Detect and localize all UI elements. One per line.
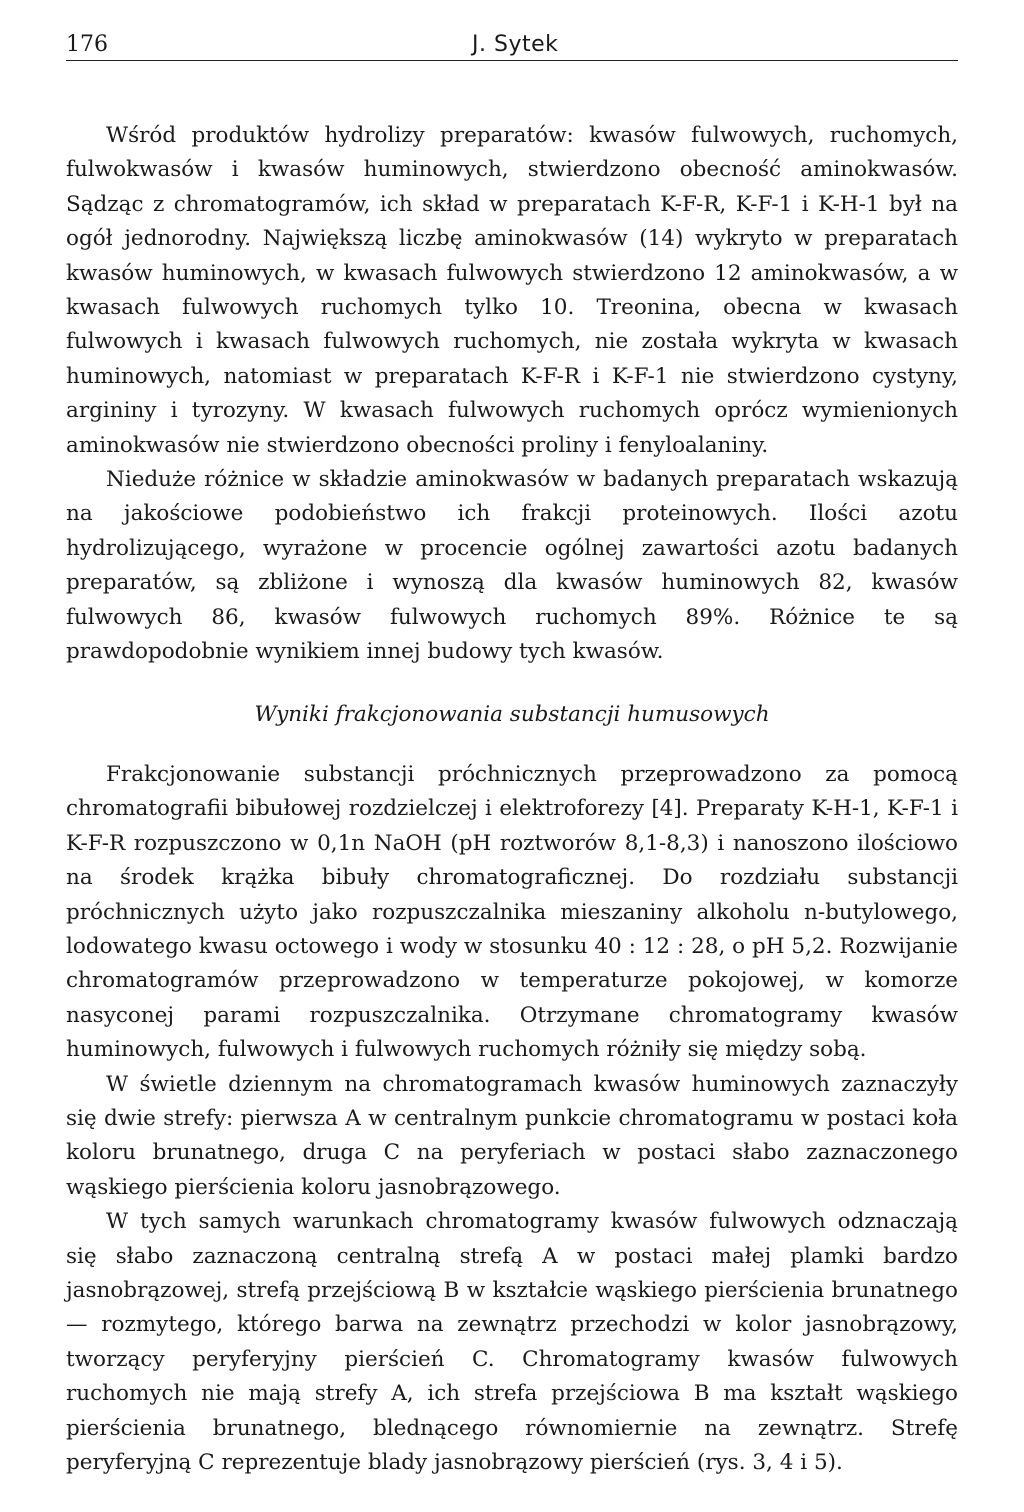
journal-page	[66, 30, 958, 1480]
paragraph: W świetle dziennym na chromatogramach kwasów huminowych zaznaczyły się dwie strefy: pierwsza A w centralnym punkcie chromatogramu w postaci koła koloru brunatnego, druga C na peryferiach w postaci słabo zaznaczonego wąskiego pierścienia koloru jasnobrązowego.	[66, 1071, 958, 1200]
article-body	[66, 119, 958, 1480]
paragraph: Frakcjonowanie substancji próchnicznych przeprowadzono za pomocą chromatografii bibułowej rozdzielczej i elektroforezy [4]. Preparaty K-H-1, K-F-1 i K-F-R rozpuszczono w 0,1n NaOH (pH roztworów 8,1-8,3) i nanoszono ilościowo na środek krążka bibuły chromatograficznej. Do rozdziału substancji próchnicznych użyto jako rozpuszczalnika mieszaniny alkoholu n-butylowego, lodowatego kwasu octowego i wody w stosunku 40 : 12 : 28, o pH 5,2. Rozwijanie chromatogramów przeprowadzono w temperaturze pokojowej, w komorze nasyconej parami rozpuszczalnika. Otrzymane chromatogramy kwasów huminowych, fulwowych i fulwowych ruchomych różniły się między sobą.	[66, 761, 958, 1063]
page-header	[66, 30, 958, 61]
paragraph: Nieduże różnice w składzie aminokwasów w badanych preparatach wskazują na jakościowe podobieństwo ich frakcji proteinowych. Ilości azotu hydrolizującego, wyrażone w procencie ogólnej zawartości azotu badanych preparatów, są zbliżone i wynoszą dla kwasów huminowych 82, kwasów fulwowych 86, kwasów fulwowych ruchomych 89%. Różnice te są prawdopodobnie wynikiem innej budowy tych kwasów.	[66, 467, 958, 665]
paragraph: Wśród produktów hydrolizy preparatów: kwasów fulwowych, ruchomych, fulwokwasów i kwasów huminowych, stwierdzono obecność aminokwasów. Sądząc z chromatogramów, ich skład w preparatach K-F-R, K-F-1 i K-H-1 był na ogół jednorodny. Największą liczbę aminokwasów (14) wykryto w preparatach kwasów huminowych, w kwasach fulwowych stwierdzono 12 aminokwasów, a w kwasach fulwowych ruchomych tylko 10. Treonina, obecna w kwasach fulwowych i kwasach fulwowych ruchomych, nie została wykryta w kwasach huminowych, natomiast w preparatach K-F-R i K-F-1 nie stwierdzono cystyny, argininy i tyrozyny. W kwasach fulwowych ruchomych oprócz wymienionych aminokwasów nie stwierdzono obecności proliny i fenyloalaniny.	[66, 123, 958, 458]
paragraph: W tych samych warunkach chromatogramy kwasów fulwowych odznaczają się słabo zaznaczoną centralną strefą A w postaci małej plamki bardzo jasnobrązowej, strefą przejściową B w kształcie wąskiego pierścienia brunatnego — rozmytego, którego barwa na zewnątrz przechodzi w kolor jasnobrązowy, tworzący peryferyjny pierścień C. Chromatogramy kwasów fulwowych ruchomych nie mają strefy A, ich strefa przejściowa B ma kształt wąskiego pierścienia brunatnego, blednącego równomiernie na zewnątrz. Strefę peryferyjną C reprezentuje blady jasnobrązowy pierścień (rys. 3, 4 i 5).	[66, 1209, 958, 1476]
running-head: J. Sytek	[472, 32, 559, 57]
section-heading: Wyniki frakcjonowania substancji humusowych	[254, 701, 770, 727]
page-number: 176	[66, 32, 108, 57]
